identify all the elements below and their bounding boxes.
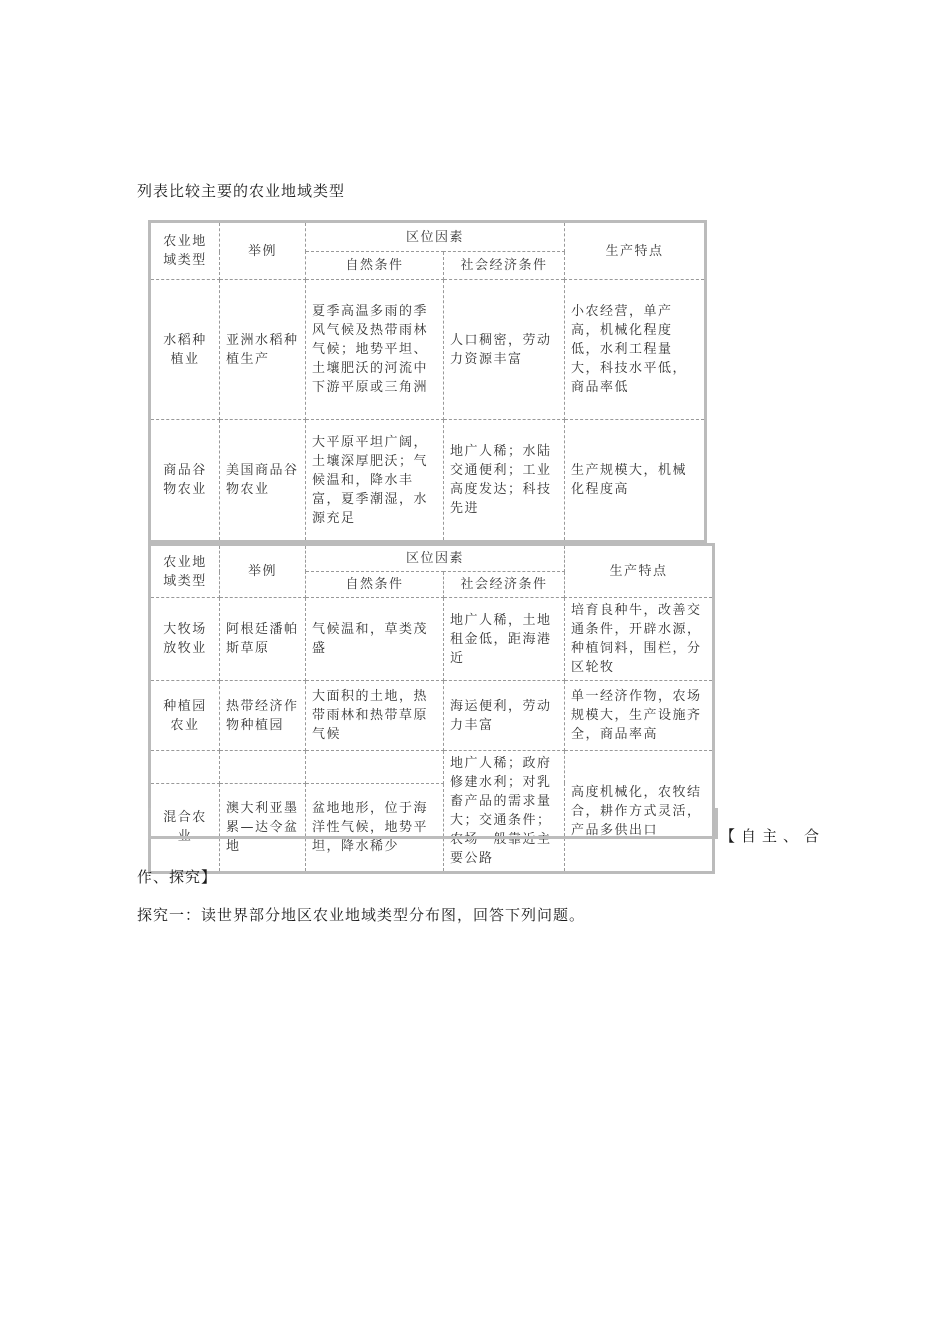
cell-type: 混合农业	[150, 783, 220, 872]
cell-features: 培育良种牛，改善交通条件，开辟水源，种植饲料，围栏，分区轮牧	[565, 598, 714, 681]
table-row	[150, 420, 706, 542]
section-heading-part1: 【自主、合	[720, 827, 826, 845]
cell-type	[150, 751, 220, 784]
table-row	[150, 681, 714, 751]
cell-natural: 盆地地形，位于海洋性气候，地势平坦，降水稀少	[306, 783, 444, 872]
header-social: 社会经济条件	[444, 252, 565, 280]
cell-social: 海运便利，劳动力丰富	[444, 681, 565, 751]
cell-example: 阿根廷潘帕斯草原	[220, 598, 306, 681]
header-natural: 自然条件	[306, 252, 444, 280]
cell-features: 小农经营，单产高，机械化程度低，水利工程量大，科技水平低，商品率低	[565, 280, 706, 420]
cell-example: 美国商品谷物农业	[220, 420, 306, 542]
header-type: 农业地域类型	[150, 222, 220, 280]
cell-natural: 大面积的土地，热带雨林和热带草原气候	[306, 681, 444, 751]
intro-text: 列表比较主要的农业地域类型	[137, 182, 346, 200]
cell-example: 澳大利亚墨累—达令盆地	[220, 783, 306, 872]
table-frame-bottom	[148, 808, 718, 839]
header-type: 农业地域类型	[150, 545, 220, 598]
cell-social: 地广人稀，土地租金低，距海港近	[444, 598, 565, 681]
header-natural: 自然条件	[306, 572, 444, 598]
question-text: 探究一：读世界部分地区农业地域类型分布图，回答下列问题。	[137, 906, 586, 924]
header-factors: 区位因素	[306, 545, 565, 572]
table-row	[150, 751, 714, 784]
cell-type: 种植园农业	[150, 681, 220, 751]
cell-social: 人口稠密，劳动力资源丰富	[444, 280, 565, 420]
cell-type: 大牧场放牧业	[150, 598, 220, 681]
cell-features: 高度机械化，农牧结合，耕作方式灵活，产品多供出口	[565, 751, 714, 873]
cell-natural: 气候温和，草类茂盛	[306, 598, 444, 681]
cell-natural	[306, 751, 444, 784]
cell-example: 热带经济作物种植园	[220, 681, 306, 751]
cell-example	[220, 751, 306, 784]
header-example: 举例	[220, 222, 306, 280]
header-features: 生产特点	[565, 222, 706, 280]
cell-natural: 大平原平坦广阔，土壤深厚肥沃；气候温和，降水丰富，夏季潮湿，水源充足	[306, 420, 444, 542]
cell-example: 亚洲水稻种植生产	[220, 280, 306, 420]
cell-social: 地广人稀；政府修建水利；对乳畜产品的需求量大；交通条件；农场一般靠近主要公路	[444, 751, 565, 873]
header-example: 举例	[220, 545, 306, 598]
cell-natural: 夏季高温多雨的季风气候及热带雨林气候；地势平坦、土壤肥沃的河流中下游平原或三角洲	[306, 280, 444, 420]
table-row	[150, 280, 706, 420]
header-social: 社会经济条件	[444, 572, 565, 598]
table-row	[150, 598, 714, 681]
cell-features: 单一经济作物，农场规模大，生产设施齐全，商品率高	[565, 681, 714, 751]
section-heading-part2: 作、探究】	[137, 868, 218, 886]
header-factors: 区位因素	[306, 222, 565, 252]
cell-features: 生产规模大，机械化程度高	[565, 420, 706, 542]
header-features: 生产特点	[565, 545, 714, 598]
agri-table-1	[148, 220, 707, 543]
cell-type: 水稻种植业	[150, 280, 220, 420]
cell-social: 地广人稀；水陆交通便利；工业高度发达；科技先进	[444, 420, 565, 542]
cell-type: 商品谷物农业	[150, 420, 220, 542]
